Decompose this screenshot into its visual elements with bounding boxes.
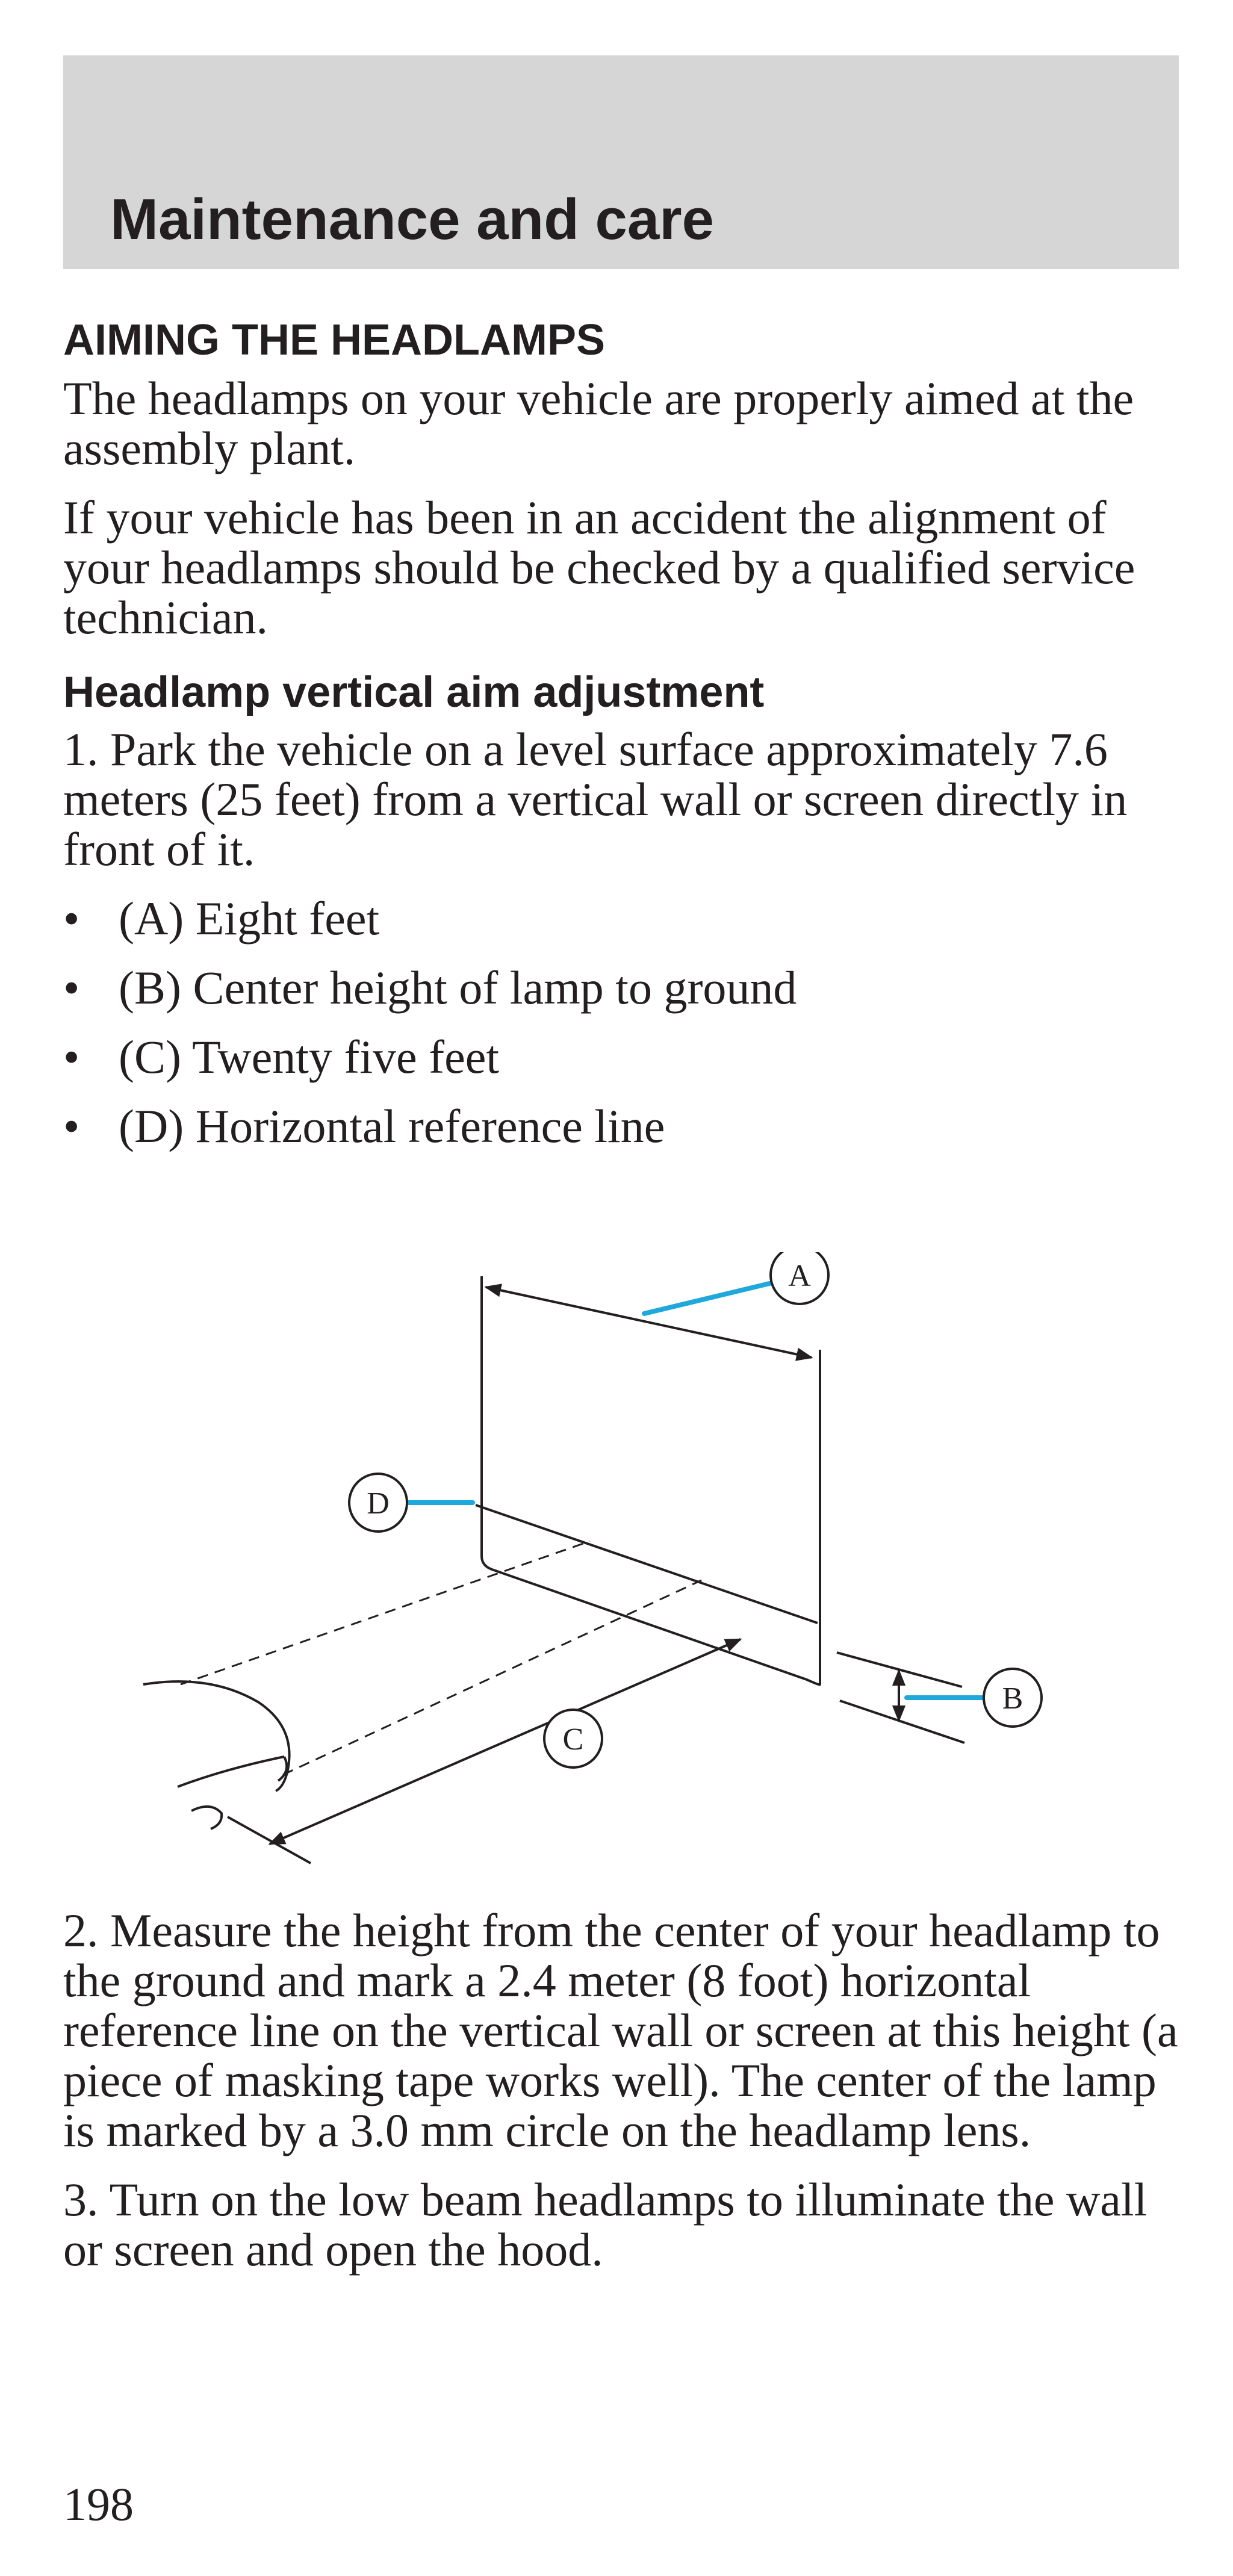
leader-a — [644, 1283, 769, 1314]
main-content — [63, 313, 1179, 1170]
callout-leaders — [407, 1283, 983, 1698]
list-item-text: (C) Twenty five feet — [119, 1031, 500, 1083]
callout-b — [984, 1669, 1042, 1727]
bullet-icon: • — [63, 1100, 80, 1152]
dimension-c-arrow — [270, 1639, 741, 1844]
callout-b-label: B — [1002, 1681, 1023, 1716]
intro-paragraph-2: If your vehicle has been in an accident the alignment of your headlamps should be checked by a qualified service technician. — [63, 491, 1135, 644]
callout-d — [349, 1474, 407, 1532]
legend-list — [63, 893, 1179, 1151]
beam-lines — [181, 1541, 701, 1775]
step-3-paragraph: 3. Turn on the low beam headlamps to illuminate the wall or screen and open the hood. — [63, 2173, 1148, 2276]
section-heading: AIMING THE HEADLAMPS — [63, 316, 605, 364]
wall-bottom-edge — [482, 1556, 820, 1684]
callout-d-label: D — [367, 1486, 390, 1521]
list-item — [63, 963, 1179, 1013]
list-item-text: (B) Center height of lamp to ground — [119, 961, 797, 1014]
beam-line-upper — [181, 1541, 590, 1684]
header-band — [63, 55, 1179, 269]
callout-c-label: C — [562, 1722, 584, 1757]
intro-paragraph-1: The headlamps on your vehicle are properly aimed at the assembly plant. — [63, 372, 1134, 474]
list-item-text: (D) Horizontal reference line — [119, 1100, 665, 1152]
callout-a-label: A — [788, 1259, 811, 1293]
list-item-text: (A) Eight feet — [119, 892, 380, 945]
wall-outline — [476, 1276, 820, 1684]
step-2-paragraph: 2. Measure the height from the center of your headlamp to the ground and mark a 2.4 meter (8 foot) horizontal reference line on the vertical wall or screen at this height (a piece of masking tape works well). The center of the lamp is marked by a 3.0 mm circle on the headlamp lens. — [63, 1904, 1178, 2156]
callout-a — [771, 1252, 828, 1304]
subsection-heading: Headlamp vertical aim adjustment — [63, 668, 765, 716]
headlamp-aim-diagram — [120, 1252, 1084, 1866]
bullet-icon: • — [63, 1031, 80, 1083]
dimension-a-arrow — [486, 1287, 812, 1358]
list-item — [63, 1032, 1179, 1082]
dimension-c-ext-line — [228, 1817, 311, 1863]
step-1-paragraph: 1. Park the vehicle on a level surface approximately 7.6 meters (25 feet) from a vertical wall or screen directly in front of it. — [63, 723, 1128, 875]
bullet-icon: • — [63, 961, 80, 1014]
list-item — [63, 1101, 1179, 1151]
page-number: 198 — [63, 2478, 134, 2530]
vehicle-front-icon — [143, 1681, 290, 1829]
page-title: Maintenance and care — [110, 187, 715, 252]
bullet-icon: • — [63, 892, 80, 945]
beam-line-lower — [283, 1580, 701, 1775]
list-item — [63, 893, 1179, 943]
callout-c — [544, 1710, 602, 1768]
diagram-svg — [120, 1252, 1084, 1866]
main-content-continued — [63, 1905, 1179, 2294]
